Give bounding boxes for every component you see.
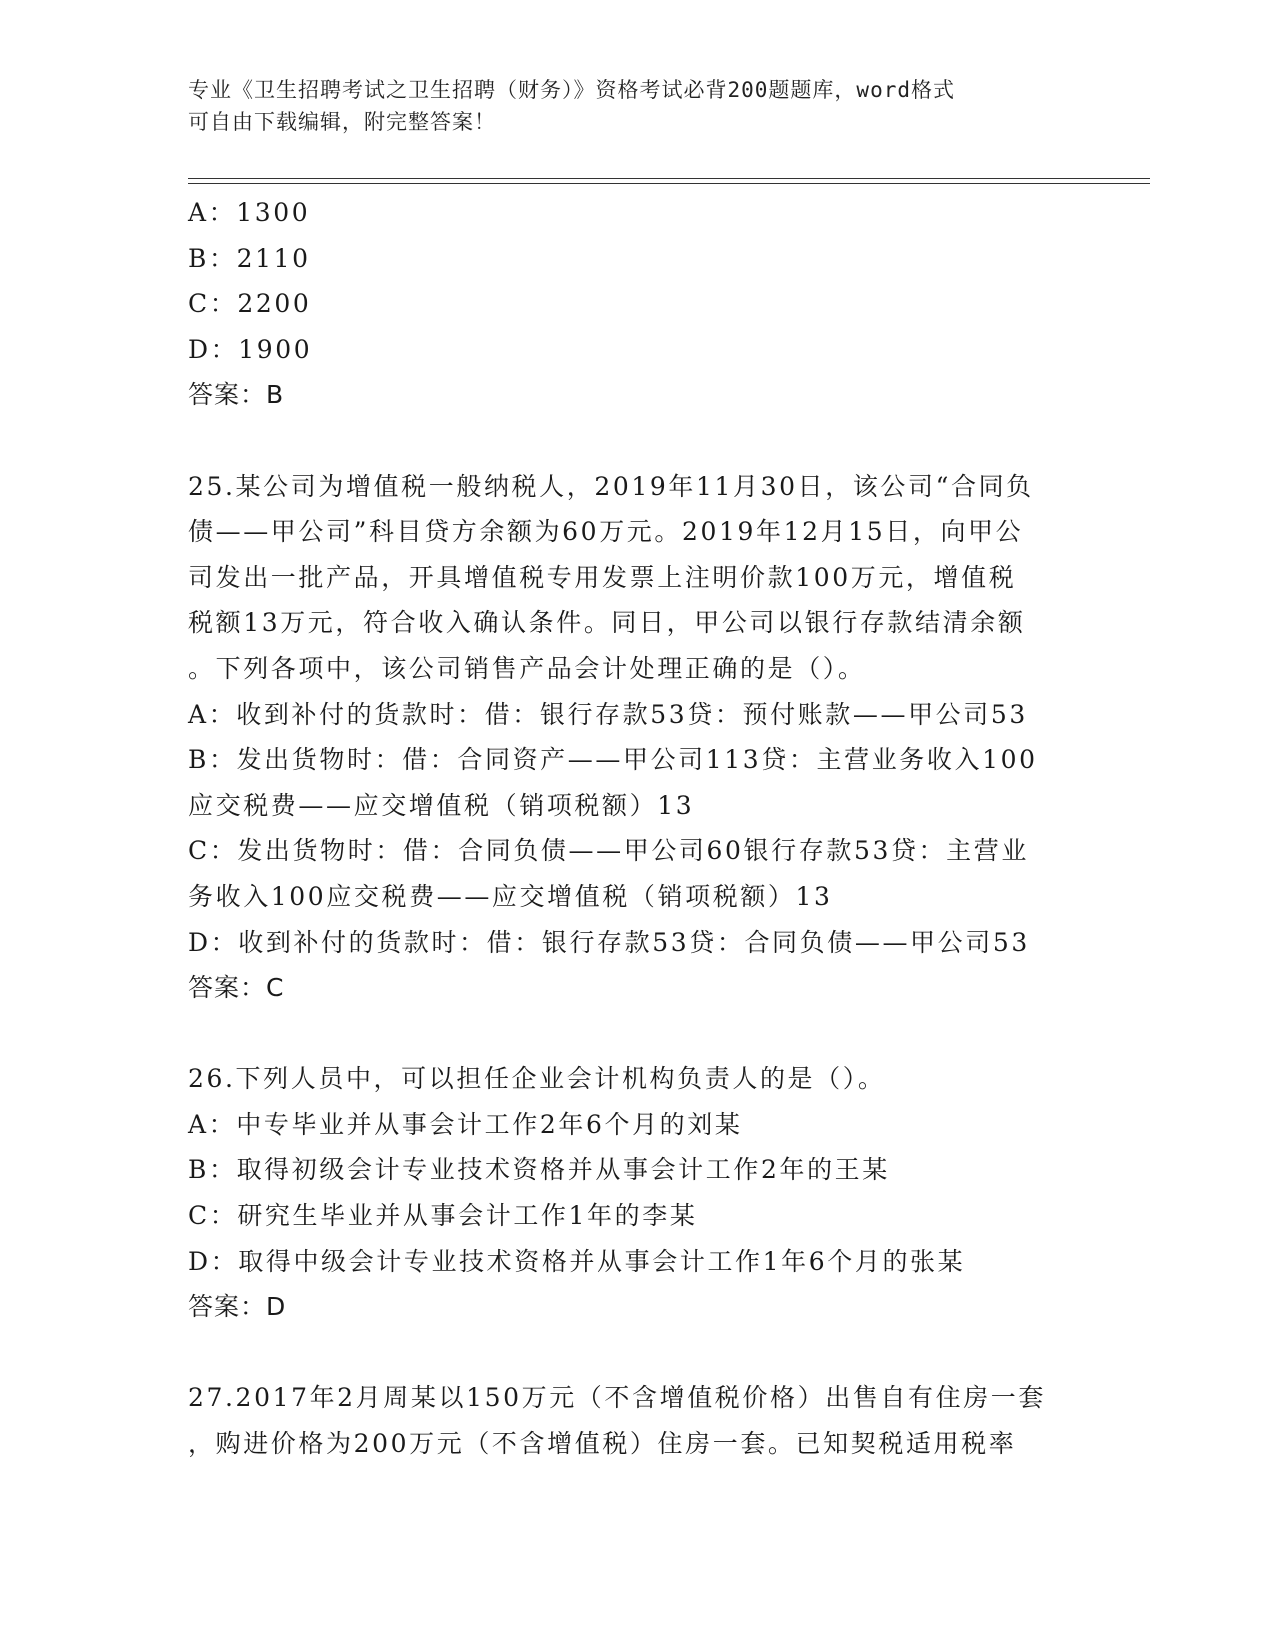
question-stem-line: 债——甲公司”科目贷方余额为60万元。2019年12月15日，向甲公 — [188, 517, 1024, 547]
option-c: C：研究生毕业并从事会计工作1年的李某 — [188, 1201, 698, 1231]
option-b: B：发出货物时：借：合同资产——甲公司113贷：主营业务收入100 — [188, 745, 1038, 775]
question-24 — [188, 190, 1088, 418]
option-c: C：发出货物时：借：合同负债——甲公司60银行存款53贷：主营业 — [188, 836, 1029, 866]
option-b: B：取得初级会计专业技术资格并从事会计工作2年的王某 — [188, 1155, 890, 1185]
option-d: D：收到补付的货款时：借：银行存款53贷：合同负债——甲公司53 — [188, 927, 1030, 957]
answer: 答案：C — [188, 973, 285, 1003]
question-stem-line: 。下列各项中，该公司销售产品会计处理正确的是（）。 — [188, 653, 866, 683]
option-a: A：1300 — [188, 198, 311, 227]
question-stem-line: 司发出一批产品，开具增值税专用发票上注明价款100万元，增值税 — [188, 562, 1017, 592]
question-25 — [188, 464, 1088, 1011]
header-line-2: 可自由下载编辑，附完整答案！ — [188, 110, 496, 134]
spacer — [188, 418, 1088, 464]
question-stem-line: 25.某公司为增值税一般纳税人，2019年11月30日，该公司“合同负 — [188, 471, 1034, 501]
document-header — [188, 74, 1088, 138]
question-stem-line: ，购进价格为200万元（不含增值税）住房一套。已知契税适用税率 — [188, 1429, 1017, 1459]
question-stem-line: 税额13万元，符合收入确认条件。同日，甲公司以银行存款结清余额 — [188, 608, 1026, 638]
answer: 答案：D — [188, 1292, 287, 1322]
option-d: D：1900 — [188, 334, 313, 364]
question-26 — [188, 1056, 1088, 1330]
spacer — [188, 1011, 1088, 1057]
header-line-1: 专业《卫生招聘考试之卫生招聘（财务）》资格考试必背200题题库，word格式 — [188, 78, 955, 102]
document-body — [188, 190, 1088, 1467]
header-rule-top — [188, 178, 1150, 179]
header-rule-bottom — [188, 183, 1150, 184]
question-stem-line: 27.2017年2月周某以150万元（不含增值税价格）出售自有住房一套 — [188, 1383, 1047, 1413]
option-b: B：2110 — [188, 243, 311, 273]
question-27 — [188, 1375, 1088, 1466]
option-c-continued: 务收入100应交税费——应交增值税（销项税额）13 — [188, 881, 833, 911]
option-c: C：2200 — [188, 289, 312, 319]
spacer — [188, 1330, 1088, 1376]
option-a: A：中专毕业并从事会计工作2年6个月的刘某 — [188, 1109, 743, 1139]
option-b-continued: 应交税费——应交增值税（销项税额）13 — [188, 790, 695, 820]
answer: 答案：B — [188, 380, 285, 410]
option-d: D：取得中级会计专业技术资格并从事会计工作1年6个月的张某 — [188, 1246, 966, 1276]
question-stem-line: 26.下列人员中，可以担任企业会计机构负责人的是（）。 — [188, 1064, 886, 1094]
option-a: A：收到补付的货款时：借：银行存款53贷：预付账款——甲公司53 — [188, 699, 1028, 729]
